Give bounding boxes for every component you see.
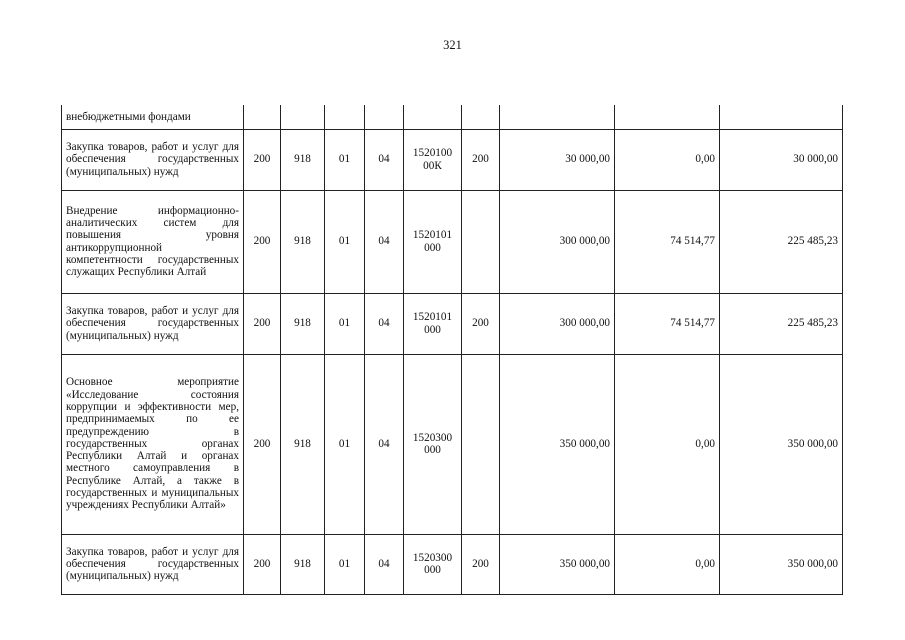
code-csr-cell: 1520100 00К xyxy=(404,129,462,190)
code-gr-cell: 200 xyxy=(244,354,281,534)
amount-rest-cell: 350 000,00 xyxy=(720,534,843,594)
row-name-cell: Основное мероприятие «Исследование состояния коррупции и эффективности мер, предпринимаемых по ее предупреждению в государственных органах Республики Алтай и органах местного самоуправления в Республике Алтай, а также в государственных и муниципальных учреждениях Республики Алтай» xyxy=(62,354,244,534)
table-row xyxy=(62,129,843,190)
amount-exec-cell: 74 514,77 xyxy=(615,190,720,293)
amount-exec-cell: 0,00 xyxy=(615,534,720,594)
row-name-cell: Закупка товаров, работ и услуг для обеспечения государственных (муниципальных) нужд xyxy=(62,534,244,594)
code-pr-cell: 04 xyxy=(365,354,404,534)
code-gr-cell: 200 xyxy=(244,190,281,293)
table-row xyxy=(62,354,843,534)
code-ved-cell: 918 xyxy=(281,293,325,354)
code-ved-cell: 918 xyxy=(281,129,325,190)
row-name-cell: Закупка товаров, работ и услуг для обеспечения государственных (муниципальных) нужд xyxy=(62,293,244,354)
code-rz-cell xyxy=(325,105,365,129)
amount-rest-cell xyxy=(720,105,843,129)
code-vr-cell: 200 xyxy=(462,534,500,594)
amount-rest-cell: 225 485,23 xyxy=(720,293,843,354)
table-row xyxy=(62,534,843,594)
table-row xyxy=(62,105,843,129)
code-pr-cell: 04 xyxy=(365,534,404,594)
row-name-cell: Закупка товаров, работ и услуг для обеспечения государственных (муниципальных) нужд xyxy=(62,129,244,190)
code-vr-cell: 200 xyxy=(462,293,500,354)
amount-exec-cell xyxy=(615,105,720,129)
code-vr-cell xyxy=(462,190,500,293)
amount-rest-cell: 225 485,23 xyxy=(720,190,843,293)
amount-rest-cell: 350 000,00 xyxy=(720,354,843,534)
code-ved-cell xyxy=(281,105,325,129)
amount-plan-cell: 350 000,00 xyxy=(500,534,615,594)
amount-plan-cell: 300 000,00 xyxy=(500,293,615,354)
code-csr-cell: 1520101 000 xyxy=(404,190,462,293)
code-ved-cell: 918 xyxy=(281,534,325,594)
code-rz-cell: 01 xyxy=(325,354,365,534)
code-csr-cell: 1520101 000 xyxy=(404,293,462,354)
amount-plan-cell: 300 000,00 xyxy=(500,190,615,293)
code-gr-cell: 200 xyxy=(244,534,281,594)
code-ved-cell: 918 xyxy=(281,354,325,534)
code-rz-cell: 01 xyxy=(325,534,365,594)
code-csr-cell: 1520300 000 xyxy=(404,534,462,594)
code-rz-cell: 01 xyxy=(325,190,365,293)
code-pr-cell: 04 xyxy=(365,129,404,190)
amount-rest-cell: 30 000,00 xyxy=(720,129,843,190)
code-csr-cell xyxy=(404,105,462,129)
code-rz-cell: 01 xyxy=(325,293,365,354)
table-row xyxy=(62,190,843,293)
budget-table xyxy=(61,105,843,595)
code-vr-cell: 200 xyxy=(462,129,500,190)
code-pr-cell xyxy=(365,105,404,129)
amount-plan-cell xyxy=(500,105,615,129)
table-row xyxy=(62,293,843,354)
code-csr-cell: 1520300 000 xyxy=(404,354,462,534)
code-ved-cell: 918 xyxy=(281,190,325,293)
code-gr-cell xyxy=(244,105,281,129)
row-name-cell: внебюджетными фондами xyxy=(62,105,244,129)
amount-plan-cell: 30 000,00 xyxy=(500,129,615,190)
code-pr-cell: 04 xyxy=(365,293,404,354)
amount-exec-cell: 0,00 xyxy=(615,129,720,190)
amount-plan-cell: 350 000,00 xyxy=(500,354,615,534)
code-pr-cell: 04 xyxy=(365,190,404,293)
code-gr-cell: 200 xyxy=(244,129,281,190)
row-name-cell: Внедрение информационно-аналитических систем для повышения уровня антикоррупционной компетентности государственных служащих Республики Алтай xyxy=(62,190,244,293)
amount-exec-cell: 0,00 xyxy=(615,354,720,534)
page-number: 321 xyxy=(443,38,462,52)
code-vr-cell xyxy=(462,354,500,534)
amount-exec-cell: 74 514,77 xyxy=(615,293,720,354)
code-rz-cell: 01 xyxy=(325,129,365,190)
code-vr-cell xyxy=(462,105,500,129)
code-gr-cell: 200 xyxy=(244,293,281,354)
